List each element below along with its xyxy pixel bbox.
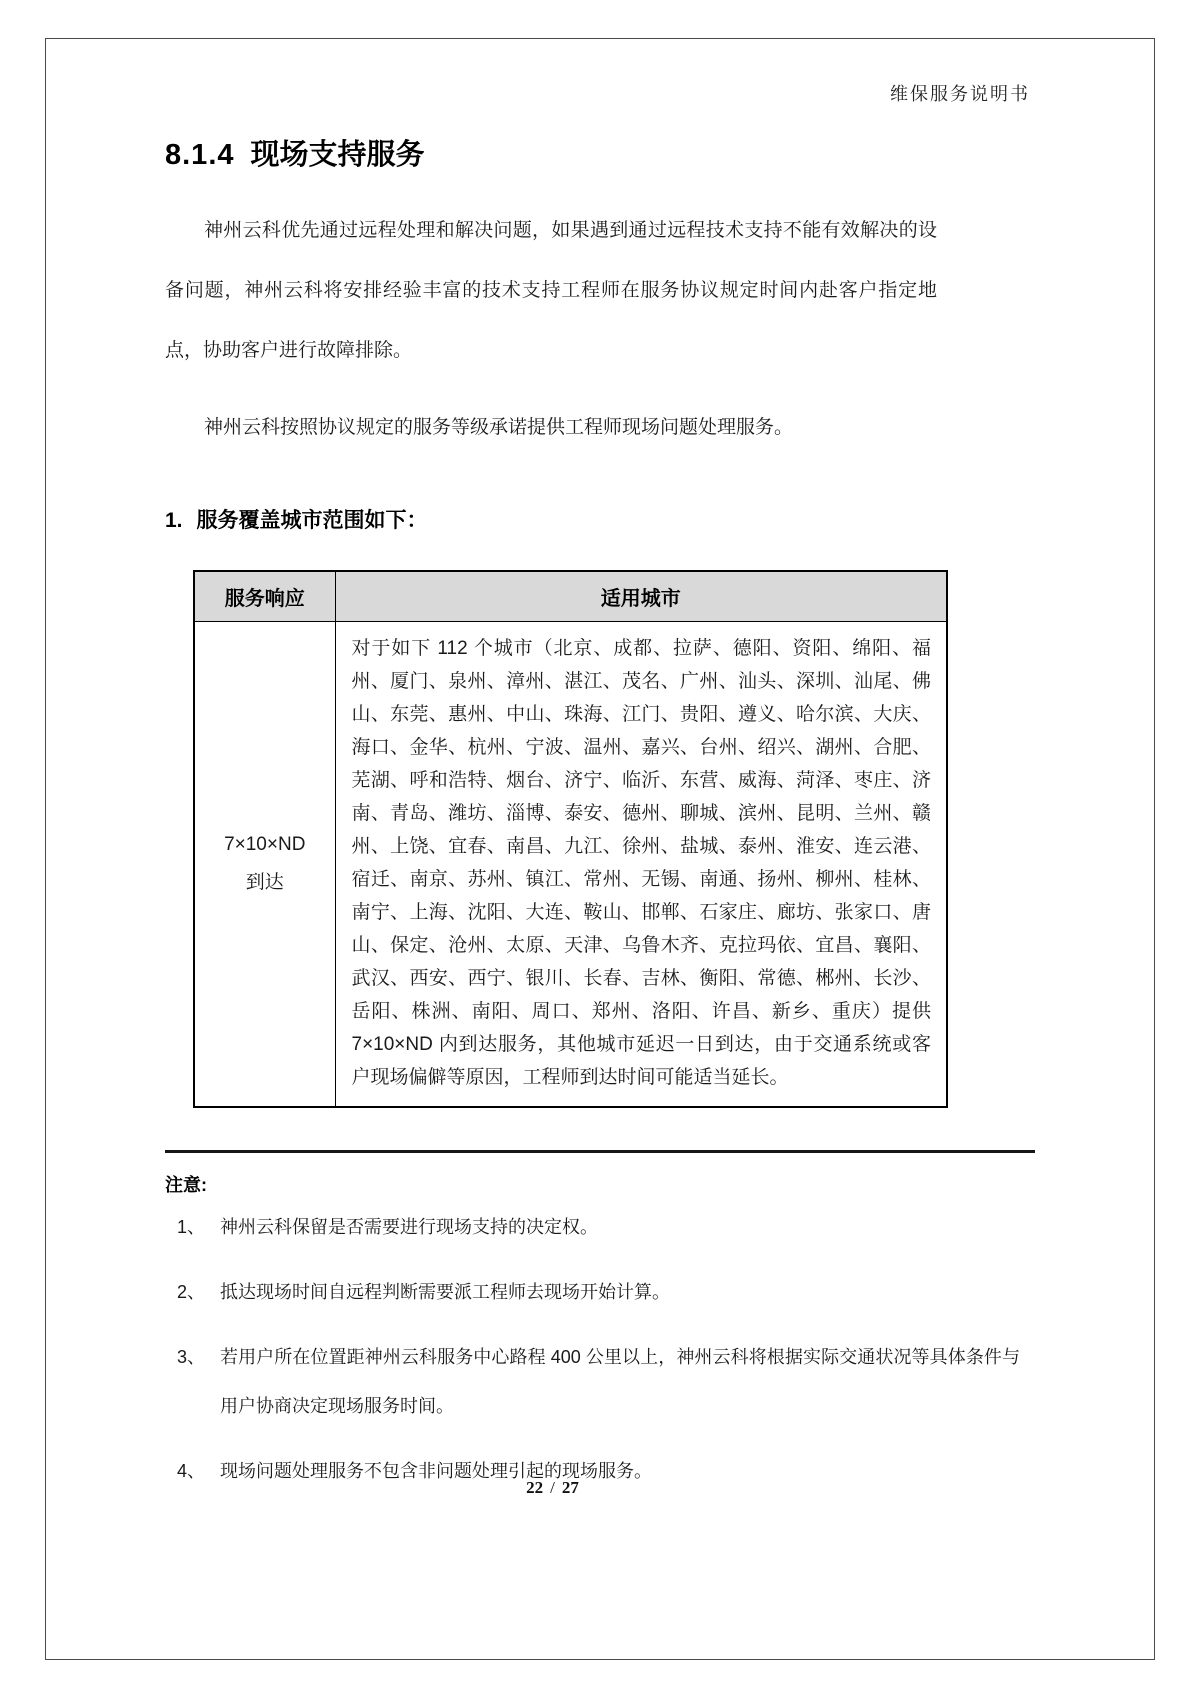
notes-title: 注意: [165, 1174, 207, 1195]
section-title [165, 132, 1035, 173]
table-header-row [194, 571, 947, 621]
paragraph-remote-support: 神州云科优先通过远程处理和解决问题，如果遇到通过远程技术支持不能有效解决的设备问题，神州云科将安排经验丰富的技术支持工程师在服务协议规定时间内赴客户指定地点，协助客户进行故障排除。 [165, 220, 937, 361]
footer-page-current: 22 [526, 1478, 544, 1497]
table-row [194, 621, 947, 1107]
note-text-3: 若用户所在位置距神州云科服务中心路程 400 公里以上，神州云科将根据实际交通状况等具体条件与用户协商决定现场服务时间。 [220, 1346, 1020, 1416]
table-header-cities: 适用城市 [335, 571, 947, 621]
response-sla: 7×10×ND [224, 833, 306, 855]
note-number-4: 4、 [177, 1460, 206, 1481]
notes-list [165, 1203, 1020, 1496]
footer-page-total: 27 [561, 1478, 579, 1497]
note-text-2: 抵达现场时间自远程判断需要派工程师去现场开始计算。 [220, 1281, 670, 1302]
table-cell-cities: 对于如下 112 个城市（北京、成都、拉萨、德阳、资阳、绵阳、福州、厦门、泉州、漳州、湛江、茂名、广州、汕头、深圳、汕尾、佛山、东莞、惠州、中山、珠海、江门、贵阳、遵义、哈尔滨、大庆、海口、金华、杭州、宁波、温州、嘉兴、台州、绍兴、湖州、合肥、芜湖、呼和浩特、烟台、济宁、临沂、东营、威海、菏泽、枣庄、济南、青岛、潍坊、淄博、泰安、德州、聊城、滨州、昆明、兰州、赣州、上饶、宜春、南昌、九江、徐州、盐城、泰州、淮安、连云港、宿迁、南京、苏州、镇江、常州、无锡、南通、扬州、柳州、桂林、南宁、上海、沈阳、大连、鞍山、邯郸、石家庄、廊坊、张家口、唐山、保定、沧州、太原、天津、乌鲁木齐、克拉玛依、宜昌、襄阳、武汉、西安、西宁、银川、长春、吉林、衡阳、常德、郴州、长沙、岳阳、株洲、南阳、周口、郑州、洛阳、许昌、新乡、重庆）提供 7×10×ND 内到达服务，其他城市延迟一日到达，由于交通系统或客户现场偏僻等原因，工程师到达时间可能适当延长。 [335, 621, 947, 1107]
note-number-2: 2、 [177, 1281, 206, 1302]
section-number: 8.1.4 [165, 139, 235, 171]
service-coverage-table [193, 570, 948, 1108]
note-item-1 [165, 1203, 1020, 1252]
note-text-1: 神州云科保留是否需要进行现场支持的决定权。 [220, 1216, 598, 1237]
page-footer [165, 1478, 940, 1498]
document-header [165, 80, 1030, 106]
response-arrival: 到达 [245, 871, 284, 893]
section-divider [165, 1150, 1035, 1153]
list-heading-text: 服务覆盖城市范围如下： [196, 509, 428, 532]
note-number-1: 1、 [177, 1216, 206, 1237]
list-heading-number: 1. [165, 509, 183, 532]
list-heading-coverage [165, 504, 1035, 534]
table-cell-response [194, 621, 335, 1107]
footer-separator: / [550, 1478, 555, 1497]
table-header-response: 服务响应 [194, 571, 335, 621]
note-text-4: 现场问题处理服务不包含非问题处理引起的现场服务。 [220, 1460, 652, 1481]
note-item-2 [165, 1268, 1020, 1317]
paragraph-service-level: 神州云科按照协议规定的服务等级承诺提供工程师现场问题处理服务。 [204, 417, 794, 438]
page-content [165, 132, 1035, 1512]
note-number-3: 3、 [177, 1346, 206, 1367]
document-header-text: 维保服务说明书 [890, 84, 1030, 104]
note-item-3 [165, 1333, 1020, 1431]
section-title-text: 现场支持服务 [250, 139, 425, 171]
